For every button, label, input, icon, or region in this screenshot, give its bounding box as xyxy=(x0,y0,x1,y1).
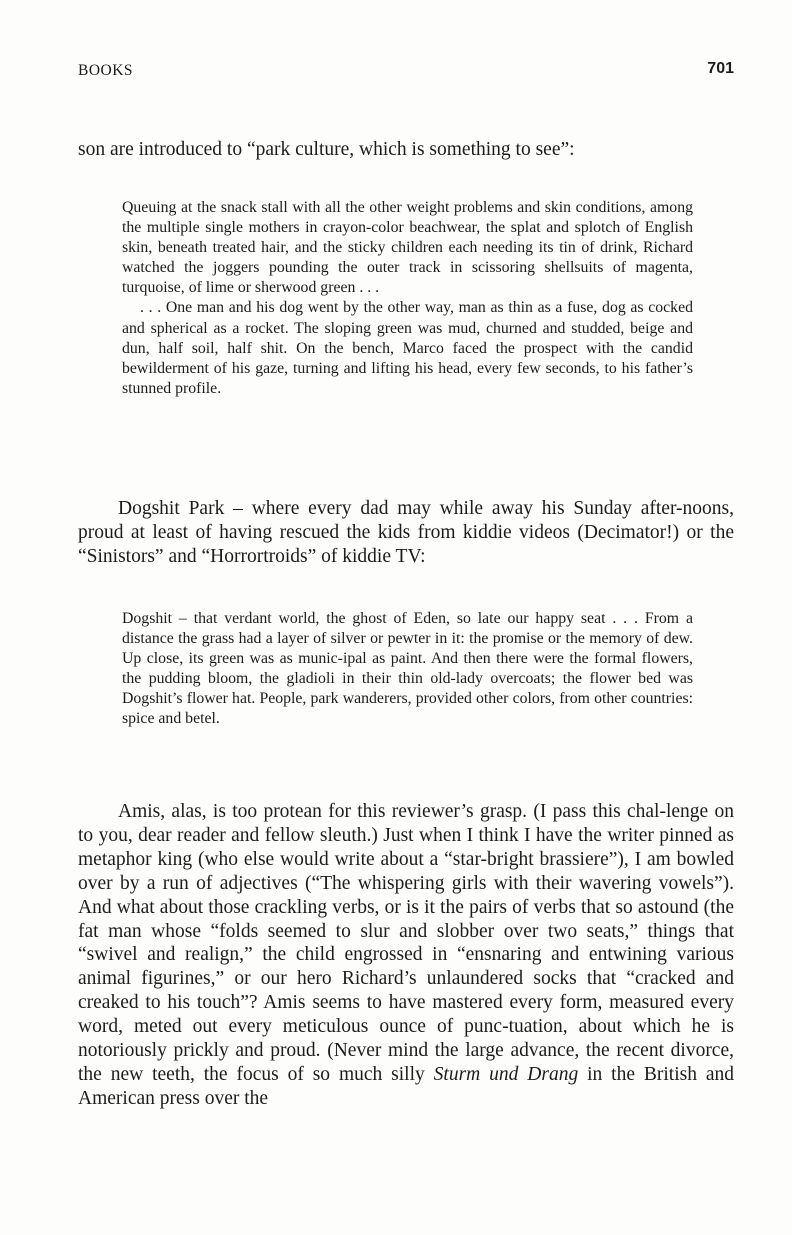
intro-line: son are introduced to “park culture, which is something to see”: xyxy=(78,139,575,160)
quote-1-paragraph-1: Queuing at the snack stall with all the other weight problems and skin conditions, among the multiple single mothers in crayon-color beachwear, the splat and splotch of English skin, beneath treated hair, and the sticky children each needing its tin of drink, Richard watched the joggers pounding the outer track in scissoring shellsuits of magenta, turquoise, of lime or sherwood green . . . xyxy=(122,199,693,297)
paragraph-dogshit-park: Dogshit Park – where every dad may while away his Sunday after-noons, proud at least of having rescued the kids from kiddie videos (Decimator!) or the “Sinistors” and “Horrortroids” of kiddie TV: xyxy=(78,498,734,567)
amis-text-1: Amis, alas, is too protean for this reviewer’s grasp. (I pass this chal-lenge on to you, dear reader and fellow sleuth.) Just when I think I have the writer pinned as metaphor king (who else would write about a “star-bright brassiere”), I am bowled over by a run of adjectives (“The whispering girls with their wavering vowels”). And what about those crackling verbs, or is it the pairs of verbs that so astound (the fat man whose “folds seemed to slur and slobber over two seats,” things that “swivel and realign,” the child engrossed in “ensnaring and entwining various animal figurines,” or our hero Richard’s unlaundered socks that “cracked and creaked to his touch”? Amis seems to have mastered every form, measured every word, meted out every meticulous ounce of punc-tuation, about which he is notoriously prickly and proud. (Never mind the large advance, the recent divorce, the new teeth, the focus of so much silly xyxy=(78,801,734,1085)
quote-1-paragraph-2: . . . One man and his dog went by the other way, man as thin as a fuse, dog as cocked and spherical as a rocket. The sloping green was mud, churned and studded, beige and dun, half soil, half shit. On the bench, Marco faced the prospect with the candid bewilderment of his gaze, turning and lifting his head, every few seconds, to his father’s stunned profile. xyxy=(122,299,693,397)
amis-text-2: in the British and American press over the xyxy=(78,1063,734,1109)
italic-title: Sturm und Drang xyxy=(433,1063,579,1085)
section-title: BOOKS xyxy=(78,62,134,79)
paragraph-amis xyxy=(78,800,734,1111)
block-quote-2: Dogshit – that verdant world, the ghost of Eden, so late our happy seat . . . From a distance the grass had a layer of silver or pewter in it: the promise or the memory of dew. Up close, its green was as munic-ipal as paint. And then there were the formal flowers, the pudding bloom, the gladioli in their thin old-lady overcoats; the flower bed was Dogshit’s flower hat. People, park wanderers, provided other colors, from other countries: spice and betel. xyxy=(122,610,693,728)
block-quote-1 xyxy=(122,198,693,399)
page-number: 701 xyxy=(707,60,734,77)
running-header xyxy=(78,62,734,86)
